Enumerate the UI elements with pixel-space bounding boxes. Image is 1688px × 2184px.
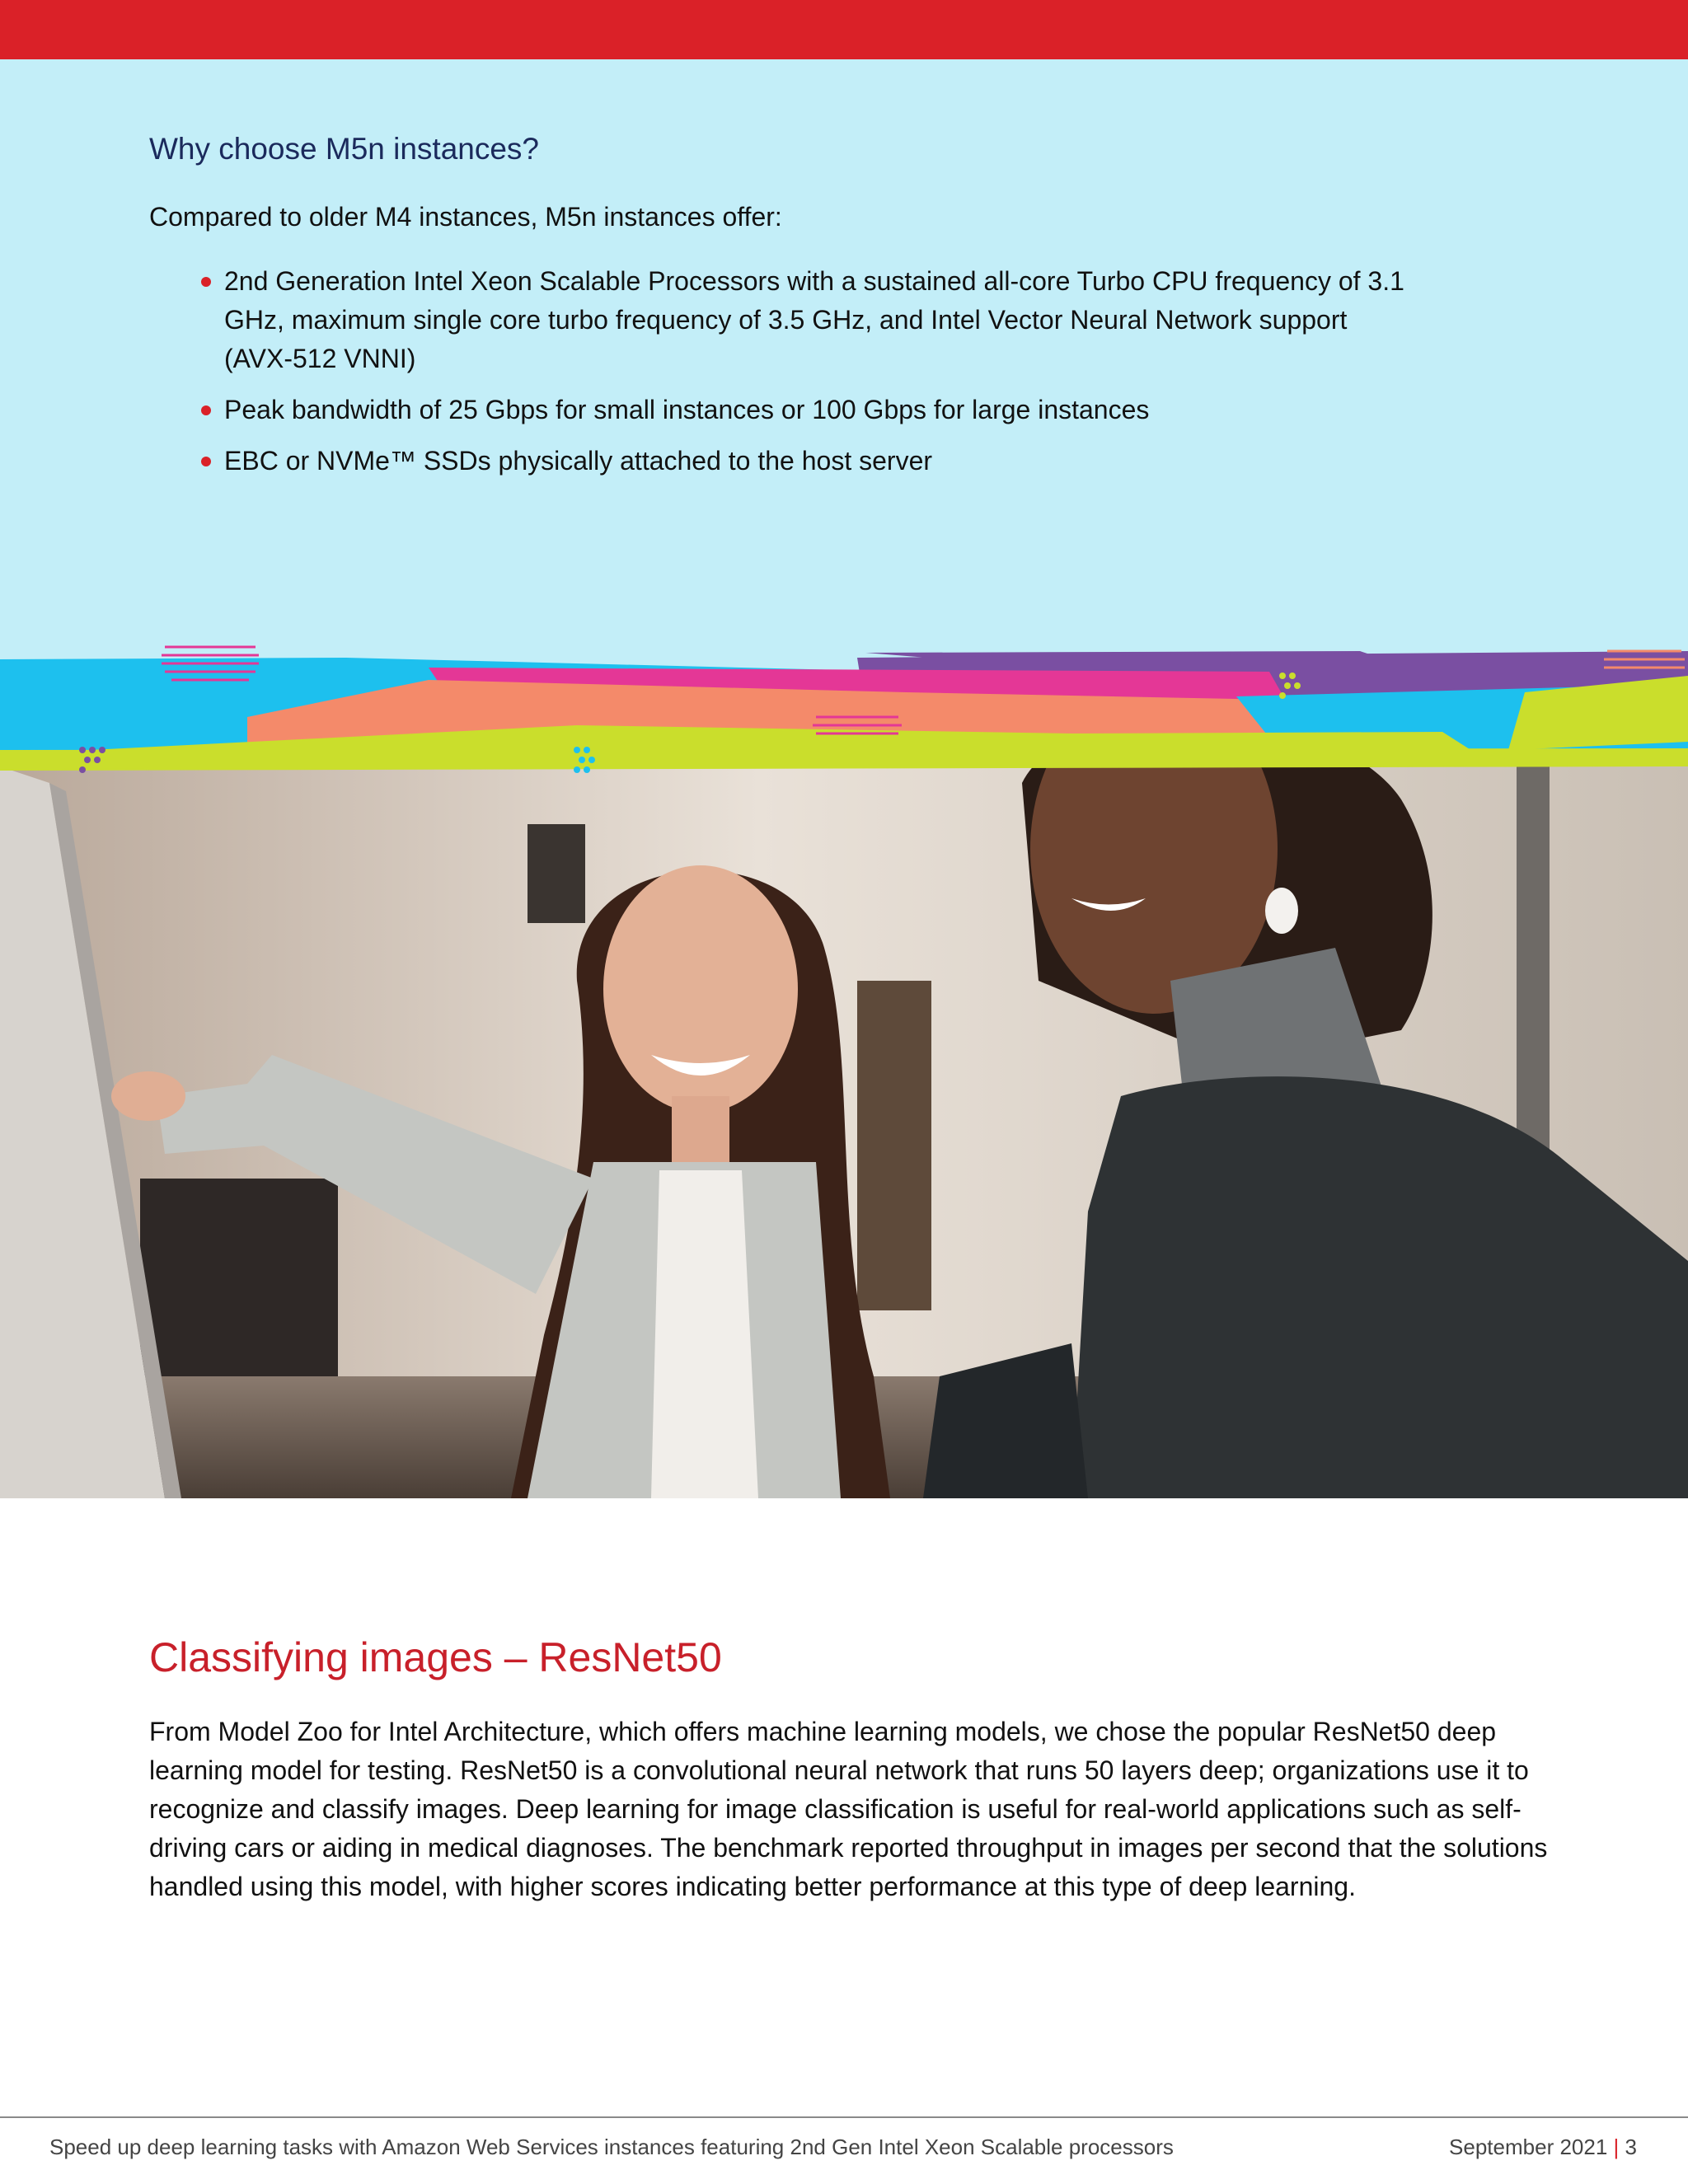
- footer-divider: [0, 2116, 1688, 2118]
- top-red-bar: [0, 0, 1688, 59]
- page-number: 3: [1625, 2135, 1637, 2159]
- footer-separator: |: [1613, 2135, 1620, 2159]
- footer-page-info: [1449, 2135, 1637, 2160]
- callout-title: Why choose M5n instances?: [149, 132, 540, 166]
- feature-list: [198, 262, 1418, 493]
- hero-photo: [0, 635, 1688, 1498]
- list-item: EBC or NVMe™ SSDs physically attached to the host server: [198, 442, 1418, 480]
- list-item: 2nd Generation Intel Xeon Scalable Processors with a sustained all-core Turbo CPU frequency of 3.1 GHz, maximum single core turbo frequency of 3.5 GHz, and Intel Vector Neural Network support (AVX-512 VNNI): [198, 262, 1418, 378]
- list-item: Peak bandwidth of 25 Gbps for small instances or 100 Gbps for large instances: [198, 391, 1418, 429]
- section-body: From Model Zoo for Intel Architecture, which offers machine learning models, we chose the popular ResNet50 deep learning model for testing. ResNet50 is a convolutional neural network that runs 50 layers deep; organizations use it to recognize and classify images. Deep learning for image classification is useful for real-world applications such as self-driving cars or aiding in medical diagnoses. The benchmark reported throughput in images per second that the solutions handled using this model, with higher scores indicating better performance at this type of deep learning.: [149, 1717, 1548, 1901]
- footer-date: September 2021: [1449, 2135, 1608, 2159]
- section-title: Classifying images – ResNet50: [149, 1634, 722, 1680]
- callout-intro: Compared to older M4 instances, M5n instances offer:: [149, 202, 782, 232]
- footer-title: Speed up deep learning tasks with Amazon Web Services instances featuring 2nd Gen Intel Xeon Scalable processors: [49, 2135, 1174, 2159]
- two-women-at-screen-photo: [0, 635, 1688, 1498]
